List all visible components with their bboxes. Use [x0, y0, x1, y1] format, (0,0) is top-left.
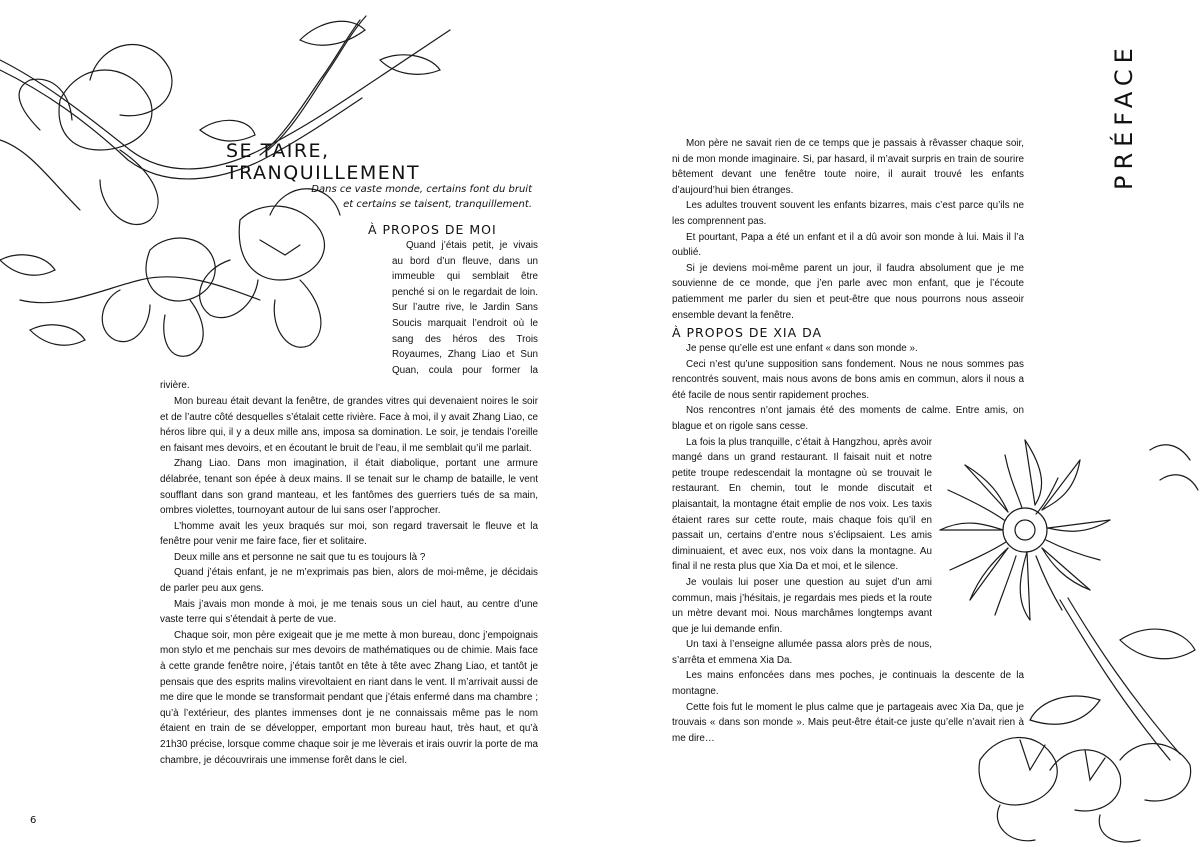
paragraph: Mon bureau était devant la fenêtre, de grandes vitres qui devenaient noires le soir et de l’autre côté desquelles s’étalait cette rivière. Face à moi, il y avait Zhang Liao, ce héros libre qui, il y a deux mille ans, imposa sa domination. Le soir, je tendais l’oreille en faisant mes devoirs, et en écoutant le bruit de l’eau, il me semblait qu’il me parlait.	[160, 395, 538, 454]
paragraph: Mais j’avais mon monde à moi, je me tenais sous un ciel haut, au centre d’une vaste terre qui s’étendait à perte de vue.	[160, 598, 538, 626]
paragraph: Un taxi à l’enseigne allumée passa alors près de nous, s’arrêta et emmena Xia Da.	[672, 639, 932, 666]
paragraph: L’homme avait les yeux braqués sur moi, son regard traversait le fleuve et la fenêtre pour venir me faire face, fier et solitaire.	[160, 520, 538, 548]
illustration-spacer	[160, 238, 392, 366]
paragraph: Et pourtant, Papa a été un enfant et il a dû avoir son monde à lui. Mais il l’a oublié.	[672, 231, 1024, 259]
section-heading-about-xia-da: À PROPOS DE XIA DA	[672, 325, 823, 340]
paragraph: Zhang Liao. Dans mon imagination, il était diabolique, portant une armure délabrée, tenant son épée à deux mains. Il se tenait sur le champ de bataille, le vent soufflant dans son grand manteau, et les fantômes des guerriers tués de sa main, ombres violettes, tournoyant autour de lui sans oser l’approcher.	[160, 458, 538, 517]
epigraph: Dans ce vaste monde, certains font du bruit et certains se taisent, tranquillement.	[311, 184, 532, 210]
page-number: 6	[30, 815, 37, 826]
paragraph: Les adultes trouvent souvent les enfants bizarres, mais c’est parce qu’ils ne les comprennent pas.	[672, 200, 1024, 227]
paragraph: Quand j’étais enfant, je ne m’exprimais pas bien, alors de moi-même, je décidais de parler peu aux gens.	[160, 567, 538, 595]
paragraph: Si je deviens moi-même parent un jour, il faudra absolument que je me souvienne de ce monde, que j’en parle avec mon enfant, que je l’écoute patiemment me parler du sien et peut-être que nous pourrons nous asseoir ensemble devant la fenêtre.	[672, 262, 1024, 321]
paragraph: Mon père ne savait rien de ce temps que je passais à rêvasser chaque soir, ni de mon monde imaginaire. Si, par hasard, il m’avait surpris en train de sourire bêtement devant une fenêtre toute noire, il aurait trouvé les enfants d’aujourd’hui bien étranges.	[672, 138, 1024, 196]
paragraph: Nos rencontres n’ont jamais été des moments de calme. Entre amis, on blague et on rigole sans cesse.	[672, 405, 1024, 432]
paragraph: Quand j’étais petit, je vivais au bord d’un fleuve, dans un immeuble qui semblait être penché si on le regardait de loin. Sur l’autre rive, le Jardin Sans Soucis marquait l’endroit où le sang des héros des Trois Royaumes, Zhang Liao et Sun Quan, coula pour former la rivière.	[160, 240, 538, 392]
left-body-text	[160, 238, 538, 766]
paragraph: Chaque soir, mon père exigeait que je me mette à mon bureau, donc j’empoignais mon stylo et me penchais sur mes devoirs de mathématiques ou de chimie. Mais face à cette grande fenêtre noire, j’étais tantôt en tête à tête avec Zhang Liao, et tantôt je pensais que des esprits malins virevoltaient en riant dans le vent. Il m’arrivait aussi de me dire que le monde se transformait pendant que j’étais enfermé dans ma chambre ; qu’à l’extérieur, des plantes immenses dont je ne connaissais même pas le nom étaient en train de se développer, emportant mon bureau haut, très haut, et qu’à 21h30 précise, lorsque comme chaque soir je me lèverais et irais ouvrir la porte de ma chambre, je découvrirais une immense forêt dans le ciel.	[160, 629, 538, 766]
paragraph: Les mains enfoncées dans mes poches, je continuais la descente de la montagne.	[672, 670, 1024, 698]
paragraph: Je pense qu’elle est une enfant « dans son monde ».	[686, 343, 918, 354]
paragraph: Deux mille ans et personne ne sait que tu es toujours là ?	[174, 551, 426, 563]
right-body-text-top	[672, 136, 1024, 323]
paragraph: Cette fois fut le moment le plus calme que je partageais avec Xia Da, que je trouvais « dans son monde ». Mais peut-être était-ce juste qu’elle n’avait rien à me dire…	[672, 701, 1024, 744]
vertical-title-preface: PRÉFACE	[1110, 42, 1138, 190]
paragraph: Je voulais lui poser une question au sujet d’un ami commun, mais j’hésitais, je regardais mes pieds et la route un mètre devant moi. Nous marchâmes longtemps avant que je lui demande enfin.	[672, 576, 932, 635]
chapter-title: SE TAIRE, TRANQUILLEMENT	[226, 140, 421, 184]
illustration-spacer	[932, 435, 1024, 665]
paragraph: La fois la plus tranquille, c’était à Hangzhou, après avoir mangé dans un grand restaurant. Il faisait nuit et notre petite troupe redescendait la montagne où se trouvait le restaurant. En chemin, tout le monde discutait et plaisantait, la montagne était emplie de nos voix. Les taxis étaient rares sur cette route, mais chaque fois qu’il en passait un, certains d’entre nous s’éclipsaient. Les amis diminuaient, et avec eux, nos voix dans la montagne. Au final il ne resta plus que Xia Da et moi, et le silence.	[672, 436, 932, 573]
section-heading-about-me: À PROPOS DE MOI	[368, 222, 497, 237]
paragraph: Ceci n’est qu’une supposition sans fondement. Nous ne nous sommes pas rencontrés souvent, mais nous avons de bons amis en commun, alors il nous a été facile de nous sentir rapidement proches.	[672, 358, 1024, 401]
right-body-text-bottom	[672, 341, 1024, 761]
